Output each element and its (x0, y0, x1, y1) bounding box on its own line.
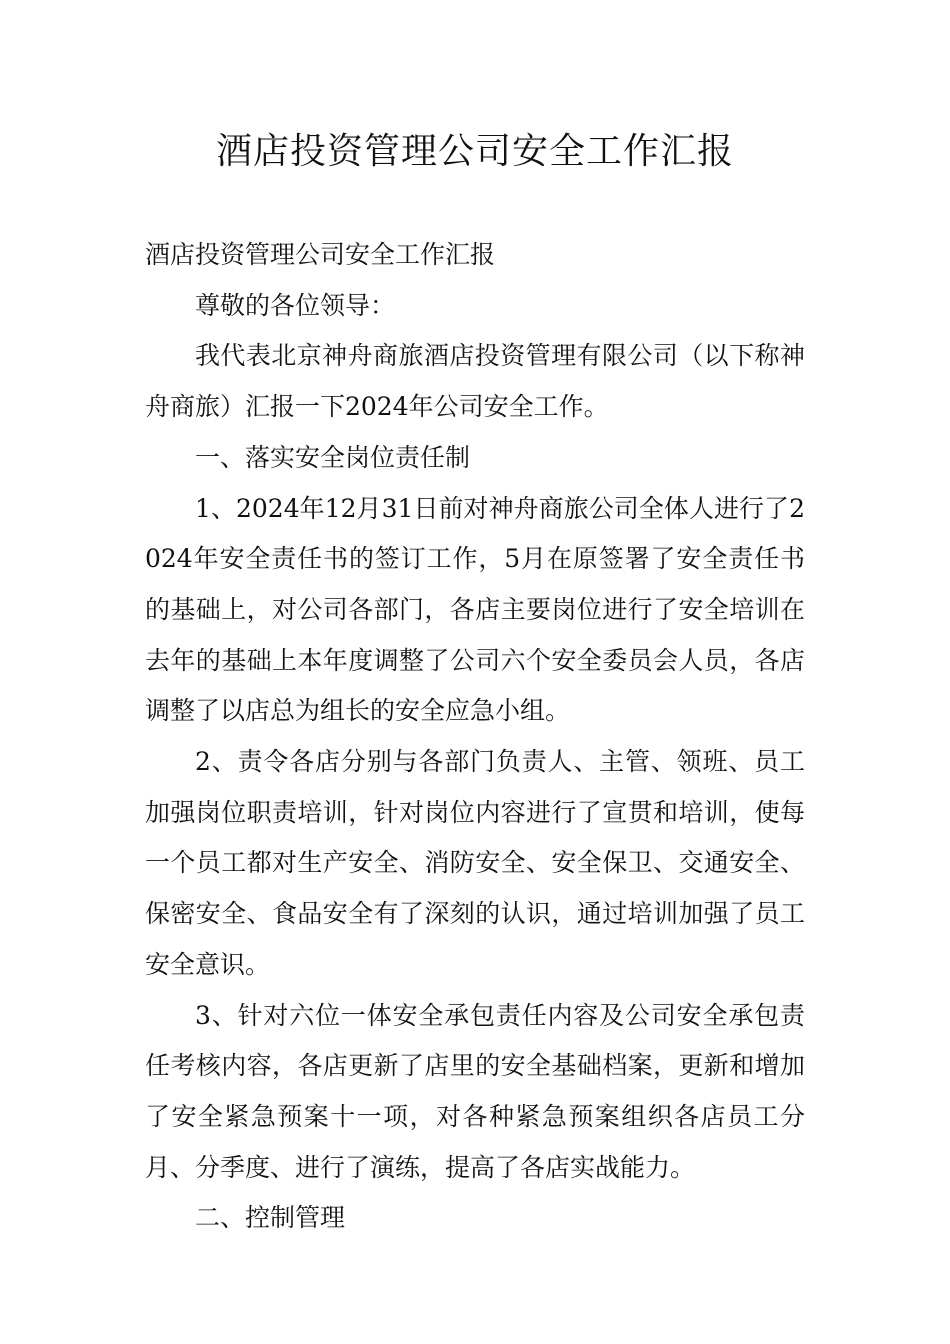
document-title: 酒店投资管理公司安全工作汇报 (215, 131, 734, 172)
paragraph-introduction: 我代表北京神舟商旅酒店投资管理有限公司（以下称神舟商旅）汇报一下2024年公司安全工作。 (145, 341, 805, 422)
paragraph-item-1: 1、2024年12月31日前对神舟商旅公司全体人进行了2024年安全责任书的签订工作，5月在原签署了安全责任书的基础上，对公司各部门，各店主要岗位进行了安全培训在去年的基础上本年度调整了公司六个安全委员会人员，各店调整了以店总为组长的安全应急小组。 (145, 493, 805, 726)
section-heading-2: 二、控制管理 (195, 1203, 346, 1233)
paragraph-item-2: 2、责令各店分别与各部门负责人、主管、领班、员工加强岗位职责培训，针对岗位内容进行了宣贯和培训，使每一个员工都对生产安全、消防安全、安全保卫、交通安全、保密安全、食品安全有了深刻的认识，通过培训加强了员工安全意识。 (145, 747, 805, 979)
section-heading-1: 一、落实安全岗位责任制 (195, 442, 471, 472)
document-body (145, 230, 805, 1244)
paragraph-repeated-title: 酒店投资管理公司安全工作汇报 (145, 240, 496, 269)
paragraph-item-3: 3、针对六位一体安全承包责任内容及公司安全承包责任考核内容，各店更新了店里的安全基础档案，更新和增加了安全紧急预案十一项，对各种紧急预案组织各店员工分月、分季度、进行了演练，提高了各店实战能力。 (145, 1000, 805, 1182)
paragraph-salutation: 尊敬的各位领导： (195, 290, 396, 320)
